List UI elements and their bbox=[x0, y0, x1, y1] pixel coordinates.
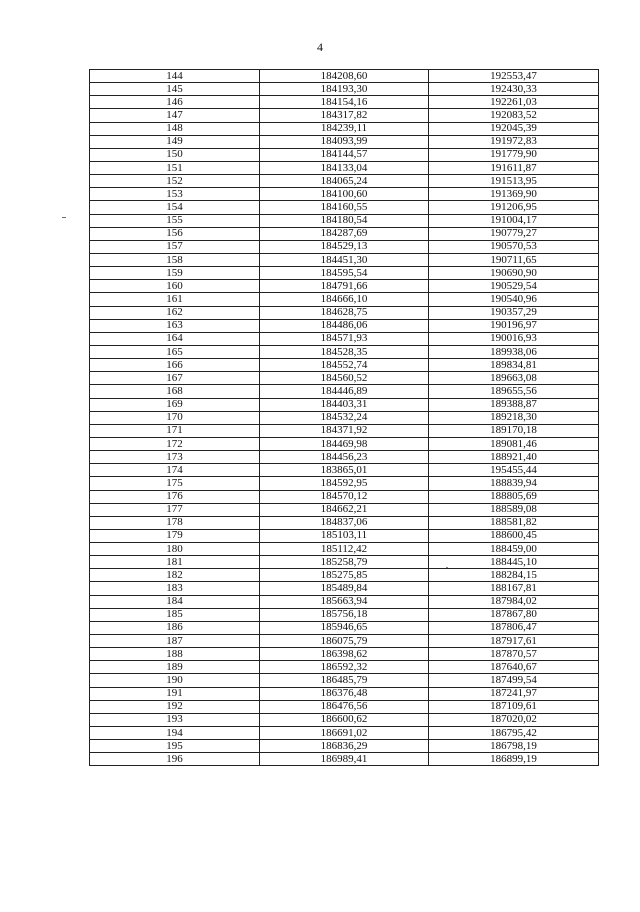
y-coordinate-cell: 187020,02 bbox=[429, 713, 599, 726]
point-number-cell: 173 bbox=[90, 451, 260, 464]
y-coordinate-cell: 187806,47 bbox=[429, 621, 599, 634]
table-row bbox=[90, 201, 599, 214]
y-coordinate-cell: 187499,54 bbox=[429, 674, 599, 687]
point-number-cell: 154 bbox=[90, 201, 260, 214]
x-coordinate-cell: 184403,31 bbox=[260, 398, 429, 411]
x-coordinate-cell: 186376,48 bbox=[260, 687, 429, 700]
y-coordinate-cell: 188581,82 bbox=[429, 516, 599, 529]
table-row bbox=[90, 332, 599, 345]
y-coordinate-cell: 189834,81 bbox=[429, 359, 599, 372]
point-number-cell: 158 bbox=[90, 253, 260, 266]
y-coordinate-cell: 190570,53 bbox=[429, 240, 599, 253]
x-coordinate-cell: 185756,18 bbox=[260, 608, 429, 621]
point-number-cell: 163 bbox=[90, 319, 260, 332]
x-coordinate-cell: 184317,82 bbox=[260, 109, 429, 122]
point-number-cell: 153 bbox=[90, 188, 260, 201]
x-coordinate-cell: 186592,32 bbox=[260, 661, 429, 674]
point-number-cell: 169 bbox=[90, 398, 260, 411]
y-coordinate-cell: 190690,90 bbox=[429, 267, 599, 280]
y-coordinate-cell: 192083,52 bbox=[429, 109, 599, 122]
point-number-cell: 165 bbox=[90, 345, 260, 358]
table-row bbox=[90, 161, 599, 174]
y-coordinate-cell: 191779,90 bbox=[429, 148, 599, 161]
point-number-cell: 164 bbox=[90, 332, 260, 345]
point-number-cell: 178 bbox=[90, 516, 260, 529]
table-row bbox=[90, 253, 599, 266]
x-coordinate-cell: 184628,75 bbox=[260, 306, 429, 319]
x-coordinate-cell: 184160,55 bbox=[260, 201, 429, 214]
table-row bbox=[90, 175, 599, 188]
x-coordinate-cell: 186476,56 bbox=[260, 700, 429, 713]
y-coordinate-cell: 191206,95 bbox=[429, 201, 599, 214]
table-row bbox=[90, 595, 599, 608]
y-coordinate-cell: 188445,10 bbox=[429, 556, 599, 569]
y-coordinate-cell: 189218,30 bbox=[429, 411, 599, 424]
y-coordinate-cell: 187870,57 bbox=[429, 648, 599, 661]
x-coordinate-cell: 184662,21 bbox=[260, 503, 429, 516]
table-row bbox=[90, 135, 599, 148]
x-coordinate-cell: 184287,69 bbox=[260, 227, 429, 240]
x-coordinate-cell: 186836,29 bbox=[260, 740, 429, 753]
point-number-cell: 145 bbox=[90, 83, 260, 96]
x-coordinate-cell: 184093,99 bbox=[260, 135, 429, 148]
x-coordinate-cell: 184371,92 bbox=[260, 424, 429, 437]
x-coordinate-cell: 186075,79 bbox=[260, 635, 429, 648]
point-number-cell: 155 bbox=[90, 214, 260, 227]
point-number-cell: 170 bbox=[90, 411, 260, 424]
y-coordinate-cell: 186795,42 bbox=[429, 727, 599, 740]
point-number-cell: 150 bbox=[90, 148, 260, 161]
point-number-cell: 149 bbox=[90, 135, 260, 148]
point-number-cell: 146 bbox=[90, 96, 260, 109]
x-coordinate-cell: 184065,24 bbox=[260, 175, 429, 188]
table-row bbox=[90, 451, 599, 464]
point-number-cell: 187 bbox=[90, 635, 260, 648]
y-coordinate-cell: 192045,39 bbox=[429, 122, 599, 135]
table-row bbox=[90, 70, 599, 83]
x-coordinate-cell: 184571,93 bbox=[260, 332, 429, 345]
x-coordinate-cell: 184486,06 bbox=[260, 319, 429, 332]
y-coordinate-cell: 190016,93 bbox=[429, 332, 599, 345]
point-number-cell: 186 bbox=[90, 621, 260, 634]
point-number-cell: 180 bbox=[90, 543, 260, 556]
point-number-cell: 161 bbox=[90, 293, 260, 306]
point-number-cell: 191 bbox=[90, 687, 260, 700]
table-row bbox=[90, 424, 599, 437]
point-number-cell: 177 bbox=[90, 503, 260, 516]
y-coordinate-cell: 190196,97 bbox=[429, 319, 599, 332]
y-coordinate-cell: 188167,81 bbox=[429, 582, 599, 595]
point-number-cell: 171 bbox=[90, 424, 260, 437]
table-row bbox=[90, 385, 599, 398]
table-row bbox=[90, 648, 599, 661]
x-coordinate-cell: 184595,54 bbox=[260, 267, 429, 280]
x-coordinate-cell: 184451,30 bbox=[260, 253, 429, 266]
table-row bbox=[90, 109, 599, 122]
y-coordinate-cell: 192553,47 bbox=[429, 70, 599, 83]
x-coordinate-cell: 184666,10 bbox=[260, 293, 429, 306]
y-coordinate-cell: 191513,95 bbox=[429, 175, 599, 188]
table-row bbox=[90, 188, 599, 201]
point-number-cell: 157 bbox=[90, 240, 260, 253]
point-number-cell: 166 bbox=[90, 359, 260, 372]
point-number-cell: 167 bbox=[90, 372, 260, 385]
y-coordinate-cell: 190540,96 bbox=[429, 293, 599, 306]
point-number-cell: 189 bbox=[90, 661, 260, 674]
point-number-cell: 192 bbox=[90, 700, 260, 713]
point-number-cell: 182 bbox=[90, 569, 260, 582]
table-row bbox=[90, 372, 599, 385]
y-coordinate-cell: 195455,44 bbox=[429, 464, 599, 477]
x-coordinate-cell: 183865,01 bbox=[260, 464, 429, 477]
table-row bbox=[90, 214, 599, 227]
point-number-cell: 162 bbox=[90, 306, 260, 319]
y-coordinate-cell: 188921,40 bbox=[429, 451, 599, 464]
x-coordinate-cell: 184456,23 bbox=[260, 451, 429, 464]
table-row bbox=[90, 490, 599, 503]
x-coordinate-cell: 184446,89 bbox=[260, 385, 429, 398]
point-number-cell: 185 bbox=[90, 608, 260, 621]
x-coordinate-cell: 184592,95 bbox=[260, 477, 429, 490]
table-row bbox=[90, 240, 599, 253]
x-coordinate-cell: 184529,13 bbox=[260, 240, 429, 253]
y-coordinate-cell: 188589,08 bbox=[429, 503, 599, 516]
table-row bbox=[90, 359, 599, 372]
table-row bbox=[90, 437, 599, 450]
point-number-cell: 174 bbox=[90, 464, 260, 477]
table-row bbox=[90, 674, 599, 687]
point-number-cell: 152 bbox=[90, 175, 260, 188]
table-row bbox=[90, 529, 599, 542]
x-coordinate-cell: 184144,57 bbox=[260, 148, 429, 161]
y-coordinate-cell: 190711,65 bbox=[429, 253, 599, 266]
y-coordinate-cell: 191004,17 bbox=[429, 214, 599, 227]
table-row bbox=[90, 96, 599, 109]
y-coordinate-cell: 186899,19 bbox=[429, 753, 599, 766]
y-coordinate-cell: 188839,94 bbox=[429, 477, 599, 490]
table-row bbox=[90, 543, 599, 556]
x-coordinate-cell: 184552,74 bbox=[260, 359, 429, 372]
y-coordinate-cell: 188459,00 bbox=[429, 543, 599, 556]
y-coordinate-cell: 191611,87 bbox=[429, 161, 599, 174]
y-coordinate-cell: 186798,19 bbox=[429, 740, 599, 753]
x-coordinate-cell: 184570,12 bbox=[260, 490, 429, 503]
x-coordinate-cell: 186600,62 bbox=[260, 713, 429, 726]
y-coordinate-cell: 187867,80 bbox=[429, 608, 599, 621]
table-row bbox=[90, 556, 599, 569]
point-number-cell: 175 bbox=[90, 477, 260, 490]
point-number-cell: 184 bbox=[90, 595, 260, 608]
point-number-cell: 144 bbox=[90, 70, 260, 83]
table-row bbox=[90, 687, 599, 700]
table-row bbox=[90, 621, 599, 634]
table-row bbox=[90, 83, 599, 96]
y-coordinate-cell: 187984,02 bbox=[429, 595, 599, 608]
table-row bbox=[90, 227, 599, 240]
y-coordinate-cell: 187917,61 bbox=[429, 635, 599, 648]
y-coordinate-cell: 189388,87 bbox=[429, 398, 599, 411]
x-coordinate-cell: 185258,79 bbox=[260, 556, 429, 569]
x-coordinate-cell: 184100,60 bbox=[260, 188, 429, 201]
y-coordinate-cell: 191972,83 bbox=[429, 135, 599, 148]
table-row bbox=[90, 740, 599, 753]
y-coordinate-cell: 189081,46 bbox=[429, 437, 599, 450]
x-coordinate-cell: 185112,42 bbox=[260, 543, 429, 556]
x-coordinate-cell: 184239,11 bbox=[260, 122, 429, 135]
table-row bbox=[90, 582, 599, 595]
table-row bbox=[90, 477, 599, 490]
x-coordinate-cell: 186485,79 bbox=[260, 674, 429, 687]
y-coordinate-cell: 192430,33 bbox=[429, 83, 599, 96]
x-coordinate-cell: 185275,85 bbox=[260, 569, 429, 582]
table-row bbox=[90, 148, 599, 161]
table-row bbox=[90, 608, 599, 621]
table-row bbox=[90, 503, 599, 516]
table-row bbox=[90, 516, 599, 529]
y-coordinate-cell: 187109,61 bbox=[429, 700, 599, 713]
coordinates-table-body bbox=[90, 70, 599, 766]
point-number-cell: 148 bbox=[90, 122, 260, 135]
table-row bbox=[90, 280, 599, 293]
x-coordinate-cell: 184193,30 bbox=[260, 83, 429, 96]
coordinates-table bbox=[89, 69, 599, 766]
x-coordinate-cell: 185946,65 bbox=[260, 621, 429, 634]
point-number-cell: 183 bbox=[90, 582, 260, 595]
x-coordinate-cell: 184469,98 bbox=[260, 437, 429, 450]
table-row bbox=[90, 464, 599, 477]
x-coordinate-cell: 184837,06 bbox=[260, 516, 429, 529]
table-row bbox=[90, 635, 599, 648]
point-number-cell: 168 bbox=[90, 385, 260, 398]
x-coordinate-cell: 186398,62 bbox=[260, 648, 429, 661]
table-row bbox=[90, 661, 599, 674]
table-row bbox=[90, 700, 599, 713]
y-coordinate-cell: 188600,45 bbox=[429, 529, 599, 542]
point-number-cell: 156 bbox=[90, 227, 260, 240]
y-coordinate-cell: 190357,29 bbox=[429, 306, 599, 319]
table-row bbox=[90, 713, 599, 726]
y-coordinate-cell: 188284,15 bbox=[429, 569, 599, 582]
y-coordinate-cell: 189655,56 bbox=[429, 385, 599, 398]
table-row bbox=[90, 293, 599, 306]
y-coordinate-cell: 192261,03 bbox=[429, 96, 599, 109]
y-coordinate-cell: 189663,08 bbox=[429, 372, 599, 385]
point-number-cell: 196 bbox=[90, 753, 260, 766]
y-coordinate-cell: 189938,06 bbox=[429, 345, 599, 358]
point-number-cell: 190 bbox=[90, 674, 260, 687]
table-row bbox=[90, 398, 599, 411]
y-coordinate-cell: 190529,54 bbox=[429, 280, 599, 293]
point-number-cell: 194 bbox=[90, 727, 260, 740]
point-number-cell: 159 bbox=[90, 267, 260, 280]
point-number-cell: 147 bbox=[90, 109, 260, 122]
x-coordinate-cell: 184791,66 bbox=[260, 280, 429, 293]
x-coordinate-cell: 186691,02 bbox=[260, 727, 429, 740]
x-coordinate-cell: 184154,16 bbox=[260, 96, 429, 109]
table-row bbox=[90, 345, 599, 358]
y-coordinate-cell: 190779,27 bbox=[429, 227, 599, 240]
x-coordinate-cell: 184560,52 bbox=[260, 372, 429, 385]
y-coordinate-cell: 189170,18 bbox=[429, 424, 599, 437]
table-row bbox=[90, 569, 599, 582]
x-coordinate-cell: 184208,60 bbox=[260, 70, 429, 83]
y-coordinate-cell: 187640,67 bbox=[429, 661, 599, 674]
x-coordinate-cell: 184133,04 bbox=[260, 161, 429, 174]
x-coordinate-cell: 185663,94 bbox=[260, 595, 429, 608]
point-number-cell: 188 bbox=[90, 648, 260, 661]
table-row bbox=[90, 319, 599, 332]
y-coordinate-cell: 191369,90 bbox=[429, 188, 599, 201]
point-number-cell: 179 bbox=[90, 529, 260, 542]
table-row bbox=[90, 122, 599, 135]
margin-mark bbox=[62, 217, 66, 218]
x-coordinate-cell: 186989,41 bbox=[260, 753, 429, 766]
x-coordinate-cell: 185103,11 bbox=[260, 529, 429, 542]
x-coordinate-cell: 185489,84 bbox=[260, 582, 429, 595]
y-coordinate-cell: 188805,69 bbox=[429, 490, 599, 503]
table-row bbox=[90, 267, 599, 280]
y-coordinate-cell: 187241,97 bbox=[429, 687, 599, 700]
table-row bbox=[90, 306, 599, 319]
point-number-cell: 176 bbox=[90, 490, 260, 503]
table-row bbox=[90, 753, 599, 766]
x-coordinate-cell: 184532,24 bbox=[260, 411, 429, 424]
table-row bbox=[90, 411, 599, 424]
point-number-cell: 181 bbox=[90, 556, 260, 569]
x-coordinate-cell: 184180,54 bbox=[260, 214, 429, 227]
point-number-cell: 172 bbox=[90, 437, 260, 450]
point-number-cell: 151 bbox=[90, 161, 260, 174]
point-number-cell: 195 bbox=[90, 740, 260, 753]
point-number-cell: 193 bbox=[90, 713, 260, 726]
x-coordinate-cell: 184528,35 bbox=[260, 345, 429, 358]
page-number: 4 bbox=[317, 40, 323, 54]
table-row bbox=[90, 727, 599, 740]
point-number-cell: 160 bbox=[90, 280, 260, 293]
